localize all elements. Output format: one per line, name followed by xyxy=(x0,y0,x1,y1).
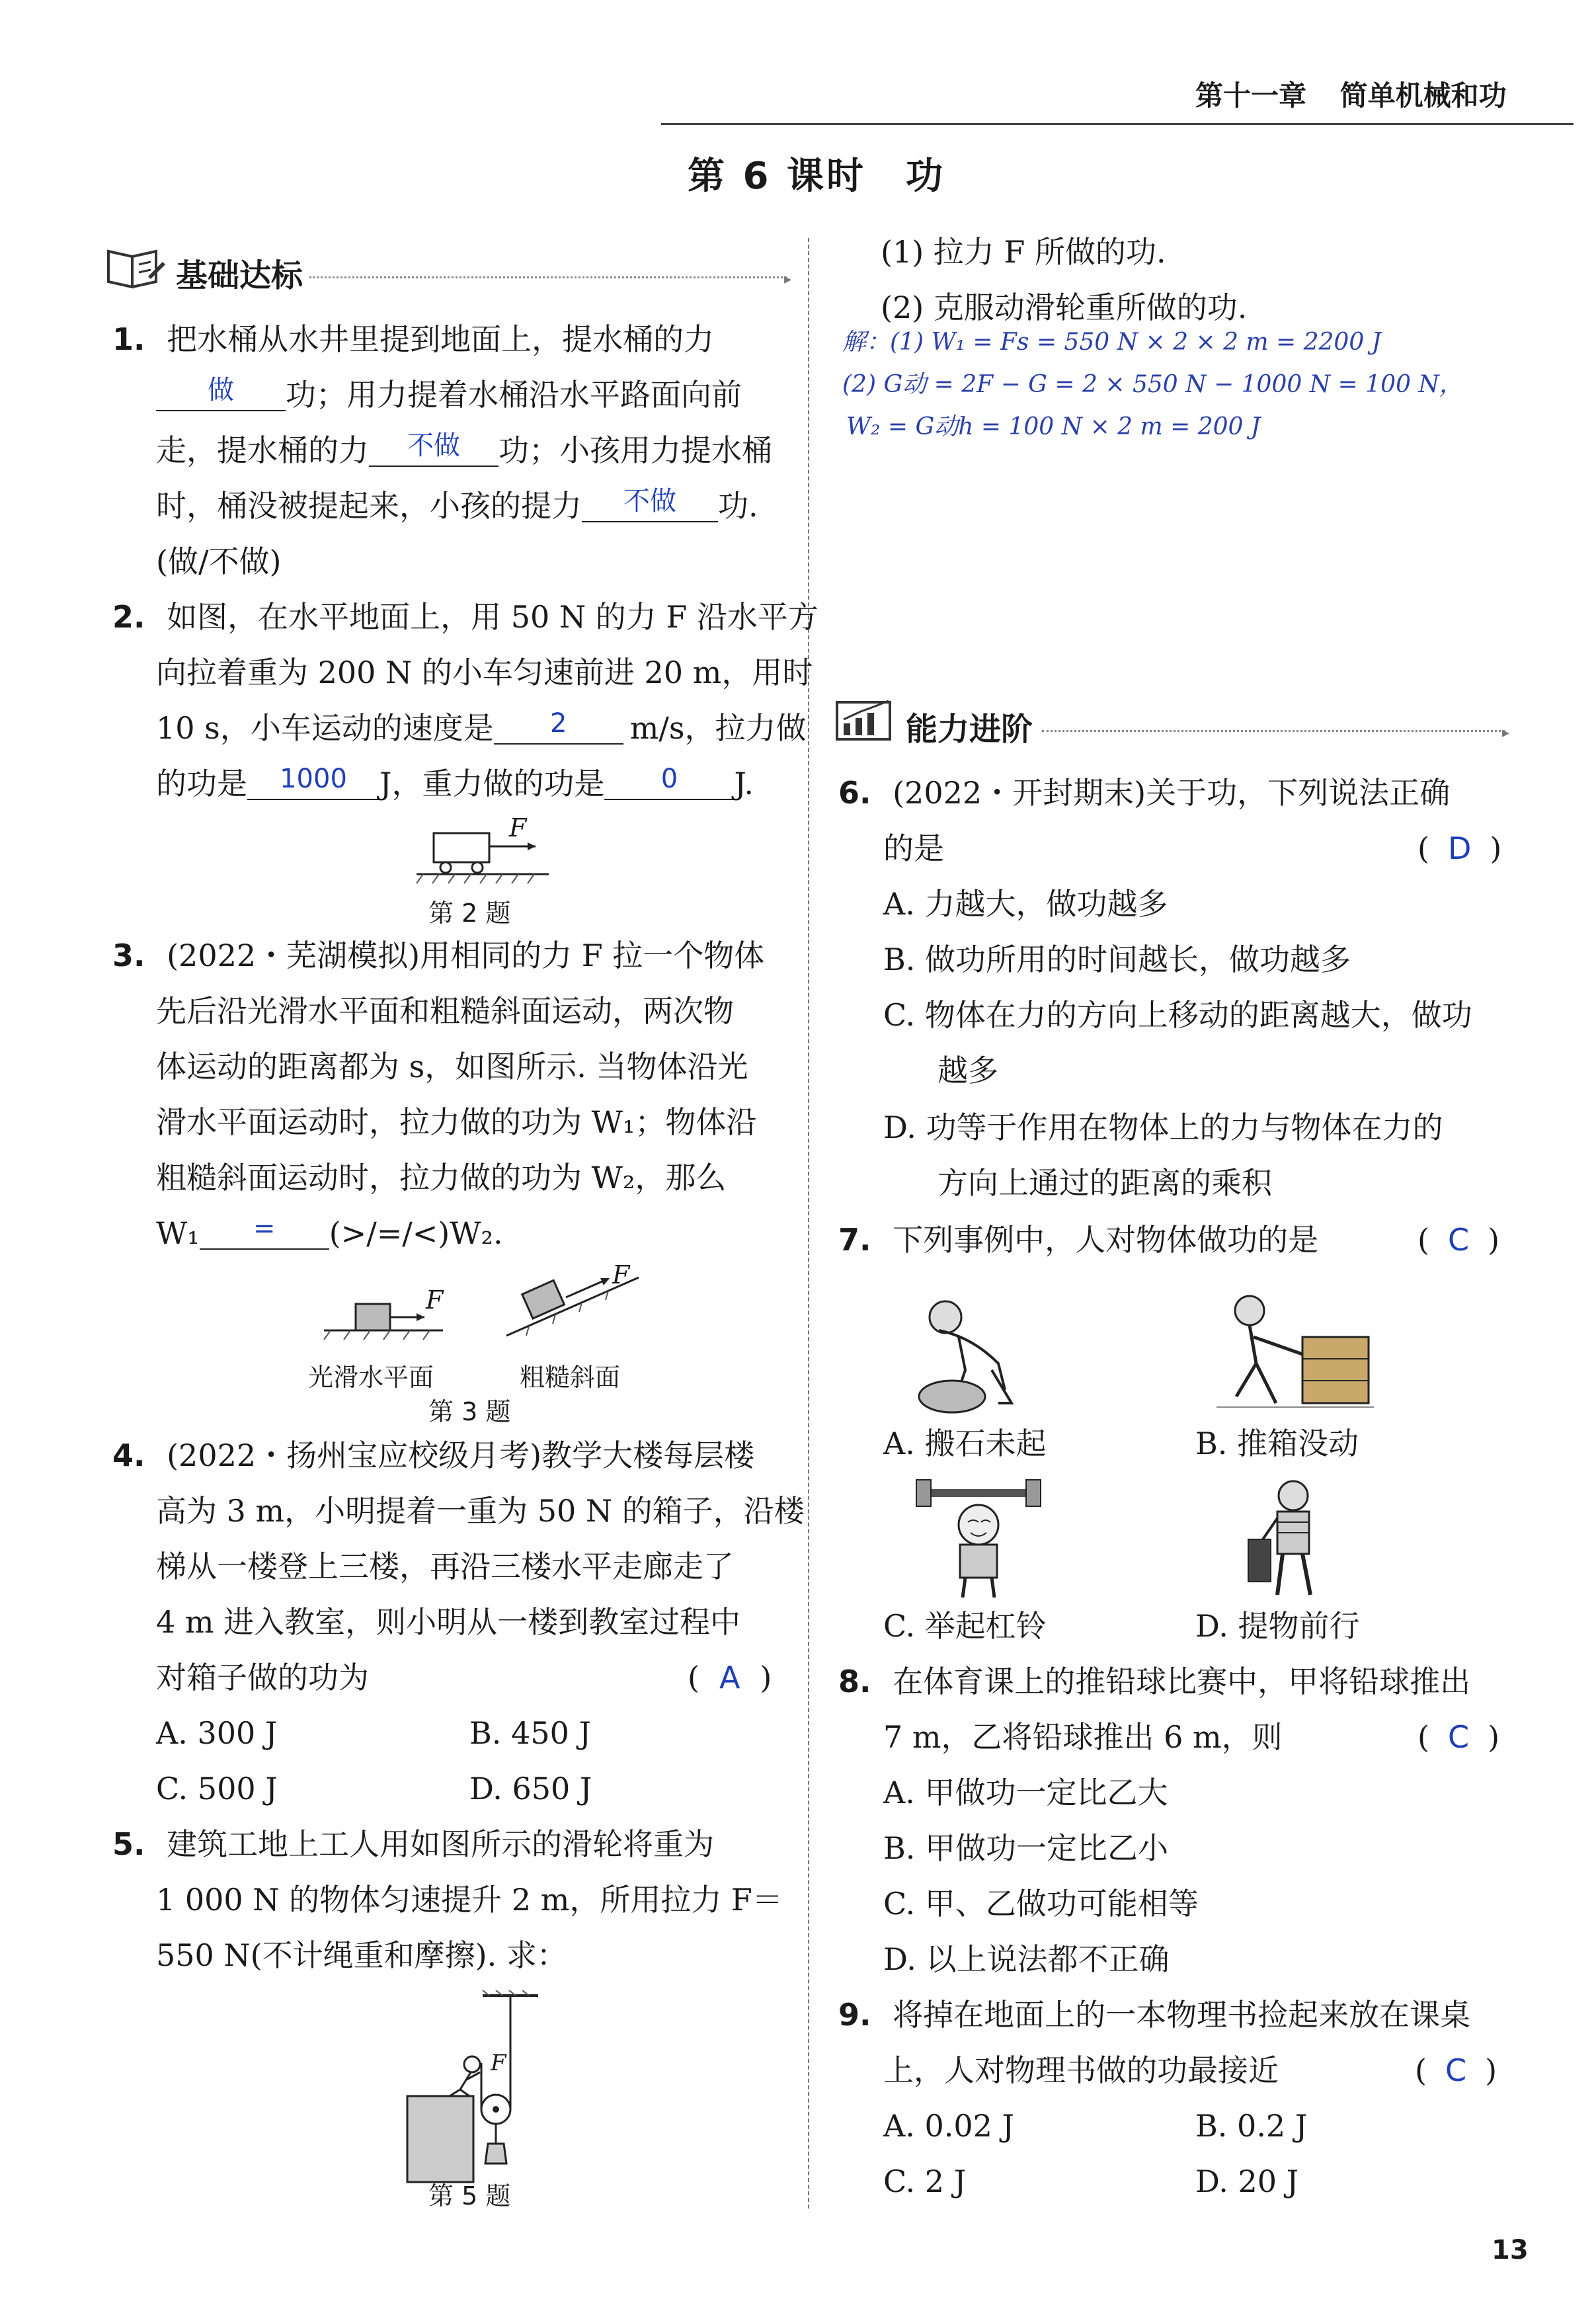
q7-text-1: 下列事例中，人对物体做功的是 xyxy=(893,1222,1319,1258)
q7-option-d[interactable]: D. 提物前行 xyxy=(1195,1608,1360,1644)
q6-answer: D xyxy=(1447,830,1472,866)
q7-image-c xyxy=(912,1476,1045,1601)
q2-line-3 xyxy=(156,708,807,746)
section-basic-arrow: ▸ xyxy=(784,271,792,288)
q4-line-1 xyxy=(112,1440,754,1471)
q3-text-6b: (>/=/<)W₂. xyxy=(329,1215,503,1251)
q3-line-3: 体运动的距离都为 s，如图所示. 当物体沿光 xyxy=(156,1049,748,1084)
section-basic-dots xyxy=(309,276,787,278)
q9-option-b[interactable]: B. 0.2 J xyxy=(1195,2108,1308,2144)
q5-solution-3: W₂ = G动h = 100 N × 2 m = 200 J xyxy=(846,413,1261,440)
q2-answer-3: 0 xyxy=(660,764,678,794)
q4-line-4: 4 m 进入教室，则小明从一楼到教室过程中 xyxy=(156,1604,741,1640)
q2-line-2: 向拉着重为 200 N 的小车匀速前进 20 m，用时 xyxy=(156,655,813,690)
q9-option-c[interactable]: C. 2 J xyxy=(883,2164,967,2199)
q7-option-c[interactable]: C. 举起杠铃 xyxy=(883,1608,1047,1644)
q1-line-2 xyxy=(156,375,742,413)
q1-line-1 xyxy=(112,321,715,357)
section-advanced-dots xyxy=(1042,730,1505,732)
q9-text-1: 将掉在地面上的一本物理书捡起来放在课桌 xyxy=(893,1997,1471,2033)
q3-label-rough: 粗糙斜面 xyxy=(520,1363,621,1392)
q1-line-3 xyxy=(156,430,772,468)
q7-option-b[interactable]: B. 推箱没动 xyxy=(1195,1426,1359,1461)
q3-force-label-right: F xyxy=(612,1260,630,1289)
q9-answer: C xyxy=(1445,2052,1467,2088)
q5-text-1: 建筑工地上工人用如图所示的滑轮将重为 xyxy=(167,1826,715,1862)
q1-text-4a: 时，桶没被提起来，小孩的提力 xyxy=(156,488,582,524)
page-title: 第 6 课时 功 xyxy=(688,155,945,198)
q3-line-6 xyxy=(156,1213,503,1251)
q3-line-4: 滑水平面运动时，拉力做的功为 W₁；物体沿 xyxy=(156,1104,757,1140)
q6-option-d[interactable]: D. 功等于作用在物体上的力与物体在力的 xyxy=(883,1110,1443,1145)
q1-text-3b: 功；小孩用力提水桶 xyxy=(499,432,772,468)
q2-text-3b: m/s，拉力做 xyxy=(629,710,807,746)
q3-text-1: (2022・芜湖模拟)用相同的力 F 拉一个物体 xyxy=(167,938,765,973)
q2-answer-2: 1000 xyxy=(280,764,347,794)
header-rule xyxy=(661,123,1574,125)
q8-answer-paren: ( C ) xyxy=(1417,1719,1500,1755)
q5-line-3: 550 N(不计绳重和摩擦). 求： xyxy=(156,1937,567,1973)
q4-option-d[interactable]: D. 650 J xyxy=(469,1771,592,1806)
q6-line-1 xyxy=(838,775,1451,811)
q1-answer-1: 做 xyxy=(208,375,234,405)
q1-text-4b: 功. xyxy=(718,488,758,524)
q9-option-a[interactable]: A. 0.02 J xyxy=(883,2108,1014,2144)
q6-option-c-cont: 越多 xyxy=(938,1053,998,1088)
q8-line-1 xyxy=(838,1666,1470,1697)
q1-line-4 xyxy=(156,486,758,524)
section-basic-title: 基础达标 xyxy=(176,257,303,294)
q7-answer-paren: ( C ) xyxy=(1417,1222,1500,1258)
q2-text-4b: J，重力做的功是 xyxy=(379,766,605,801)
q2-force-label: F xyxy=(509,813,527,842)
q4-option-b[interactable]: B. 450 J xyxy=(469,1715,591,1751)
q6-answer-paren: ( D ) xyxy=(1417,830,1502,866)
q8-option-d[interactable]: D. 以上说法都不正确 xyxy=(883,1941,1170,1977)
chapter-number: 第十一章 xyxy=(1195,79,1307,112)
q3-answer-1: = xyxy=(253,1213,276,1244)
q1-number: 1. xyxy=(112,321,145,357)
q5-number: 5. xyxy=(112,1826,145,1862)
q3-blank-1[interactable] xyxy=(200,1213,329,1250)
q2-text-1: 如图，在水平地面上，用 50 N 的力 F 沿水平方 xyxy=(167,599,818,635)
q5-pulley-figure xyxy=(397,1990,555,2189)
q4-line-3: 梯从一楼登上三楼，再沿三楼水平走廊走了 xyxy=(156,1549,734,1584)
chart-icon xyxy=(834,697,898,743)
q1-blank-1[interactable] xyxy=(156,375,286,411)
q5-part-1: (1) 拉力 F 所做的功. xyxy=(881,234,1166,270)
q7-image-b xyxy=(1203,1291,1375,1416)
q2-caption: 第 2 题 xyxy=(428,899,511,928)
q2-number: 2. xyxy=(112,599,145,635)
q4-option-c[interactable]: C. 500 J xyxy=(156,1771,278,1806)
q5-force-label: F xyxy=(491,2050,506,2076)
q2-line-4 xyxy=(156,764,754,801)
q3-line-5: 粗糙斜面运动时，拉力做的功为 W₂，那么 xyxy=(156,1160,727,1195)
q2-blank-2[interactable] xyxy=(247,764,379,800)
q5-solution-1: 解：(1) W₁ = Fs = 550 N × 2 × 2 m = 2200 J xyxy=(842,329,1382,356)
q8-option-a[interactable]: A. 甲做功一定比乙大 xyxy=(883,1775,1168,1810)
q4-answer-paren: ( A ) xyxy=(688,1660,772,1695)
q9-answer-paren: ( C ) xyxy=(1415,2052,1497,2088)
q2-text-3a: 10 s，小车运动的速度是 xyxy=(156,710,494,746)
q2-text-4c: J. xyxy=(734,766,754,801)
q9-line-1 xyxy=(838,1997,1471,2033)
q7-number: 7. xyxy=(838,1222,871,1258)
q2-line-1 xyxy=(112,599,818,635)
section-advanced-arrow: ▸ xyxy=(1502,725,1510,741)
q7-line-1 xyxy=(838,1222,1319,1258)
q1-text-2: 功；用力提着水桶沿水平路面向前 xyxy=(286,377,742,413)
chapter-title: 简单机械和功 xyxy=(1339,79,1507,112)
q6-option-c[interactable]: C. 物体在力的方向上移动的距离越大，做功 xyxy=(883,997,1472,1033)
q5-solution-2: (2) G动 = 2F − G = 2 × 550 N − 1000 N = 100 N， xyxy=(842,371,1463,398)
q3-line-2: 先后沿光滑水平面和粗糙斜面运动，两次物 xyxy=(156,993,734,1029)
q2-cart-figure xyxy=(410,815,555,887)
q9-line-2: 上，人对物理书做的功最接近 xyxy=(883,2052,1279,2088)
q5-line-2: 1 000 N 的物体匀速提升 2 m，所用拉力 F＝ xyxy=(156,1882,783,1918)
q4-answer: A xyxy=(719,1660,740,1695)
q6-line-2: 的是 xyxy=(883,830,944,866)
q1-answer-3: 不做 xyxy=(623,486,676,516)
q4-text-1: (2022・扬州宝应校级月考)教学大楼每层楼 xyxy=(167,1438,755,1473)
q6-text-1: (2022・开封期末)关于功，下列说法正确 xyxy=(893,775,1451,811)
q1-line-5: (做/不做) xyxy=(156,544,282,579)
q5-line-1 xyxy=(112,1826,715,1862)
q4-line-2: 高为 3 m，小明提着一重为 50 N 的箱子，沿楼 xyxy=(156,1493,805,1529)
chapter-header xyxy=(1195,74,1507,114)
q5-caption: 第 5 题 xyxy=(428,2181,511,2210)
q8-option-c[interactable]: C. 甲、乙做功可能相等 xyxy=(883,1886,1199,1922)
q3-label-smooth: 光滑水平面 xyxy=(308,1363,434,1392)
q3-number: 3. xyxy=(112,938,145,973)
q7-image-d xyxy=(1236,1476,1342,1601)
q8-number: 8. xyxy=(838,1664,871,1699)
q1-blank-2[interactable] xyxy=(369,430,499,467)
q8-option-b[interactable]: B. 甲做功一定比乙小 xyxy=(883,1830,1169,1866)
page-number: 13 xyxy=(1492,2235,1529,2265)
q6-option-d-cont: 方向上通过的距离的乘积 xyxy=(938,1165,1272,1201)
q1-blank-3[interactable] xyxy=(582,486,718,522)
q2-text-4a: 的功是 xyxy=(156,766,247,801)
q8-answer: C xyxy=(1447,1719,1470,1755)
q7-option-a[interactable]: A. 搬石未起 xyxy=(883,1426,1047,1461)
column-divider xyxy=(808,238,809,2208)
q2-blank-1[interactable] xyxy=(494,708,623,745)
q6-option-a[interactable]: A. 力越大，做功越多 xyxy=(883,886,1168,922)
q6-number: 6. xyxy=(838,775,871,811)
q3-line-1 xyxy=(112,940,764,971)
q7-answer: C xyxy=(1447,1222,1470,1258)
q2-answer-1: 2 xyxy=(550,708,567,739)
q1-text-3a: 走，提水桶的力 xyxy=(156,432,369,468)
q5-part-2: (2) 克服动滑轮重所做的功. xyxy=(881,290,1248,325)
q9-number: 9. xyxy=(838,1997,871,2033)
q9-option-d[interactable]: D. 20 J xyxy=(1195,2164,1299,2199)
q4-line-5: 对箱子做的功为 xyxy=(156,1660,369,1695)
q3-figure xyxy=(311,1258,655,1357)
q8-line-2: 7 m，乙将铅球推出 6 m，则 xyxy=(883,1719,1283,1755)
q1-text-1: 把水桶从水井里提到地面上，提水桶的力 xyxy=(167,321,715,357)
q3-force-label-left: F xyxy=(426,1285,444,1315)
q6-option-b[interactable]: B. 做功所用的时间越长，做功越多 xyxy=(883,942,1351,977)
q7-image-a xyxy=(899,1291,1051,1416)
q4-number: 4. xyxy=(112,1438,145,1473)
section-advanced-title: 能力进阶 xyxy=(906,711,1033,748)
book-icon xyxy=(104,245,165,291)
q2-blank-3[interactable] xyxy=(604,764,734,800)
q8-text-1: 在体育课上的推铅球比赛中，甲将铅球推出 xyxy=(893,1664,1471,1699)
q3-caption: 第 3 题 xyxy=(428,1397,511,1426)
q3-text-6a: W₁ xyxy=(156,1215,200,1251)
q1-answer-2: 不做 xyxy=(407,430,460,461)
q4-option-a[interactable]: A. 300 J xyxy=(156,1715,278,1751)
